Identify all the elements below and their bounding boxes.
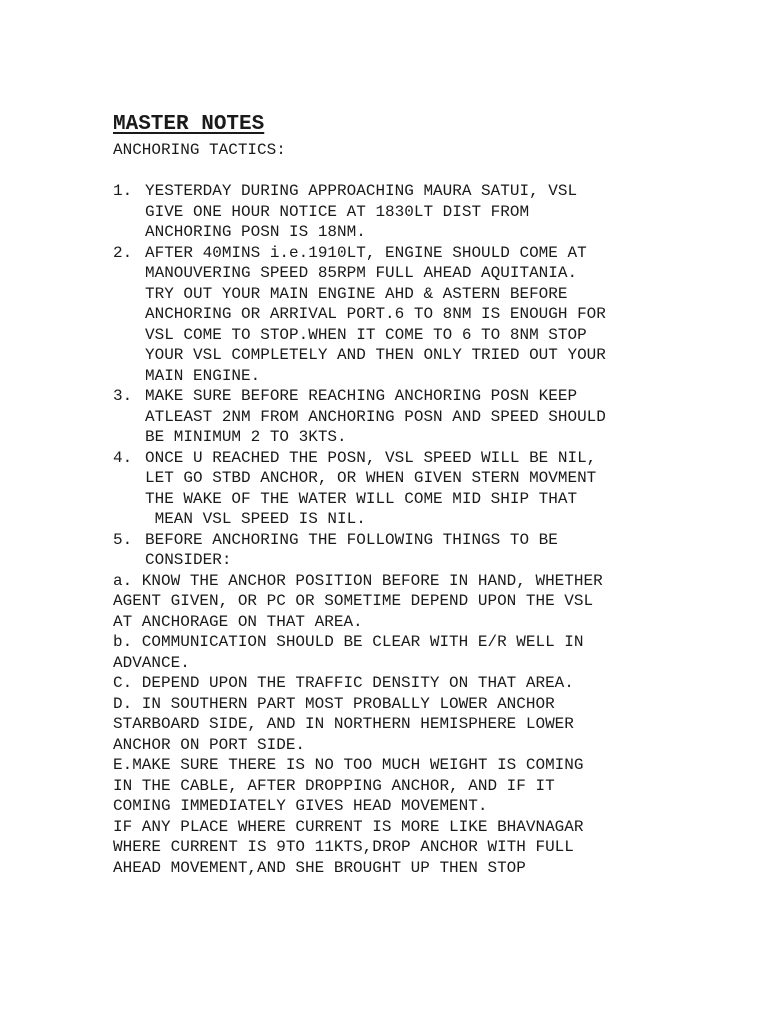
body-line: AGENT GIVEN, OR PC OR SOMETIME DEPEND UPON THE VSL (113, 592, 594, 610)
list-item-line: MEAN VSL SPEED IS NIL. (145, 510, 366, 528)
list-item (113, 181, 673, 243)
list-item-line: LET GO STBD ANCHOR, OR WHEN GIVEN STERN MOVMENT (145, 469, 597, 487)
body-line: D. IN SOUTHERN PART MOST PROBALLY LOWER ANCHOR (113, 694, 555, 713)
body-line: STARBOARD SIDE, AND IN NORTHERN HEMISPHERE LOWER (113, 715, 574, 733)
body-line: b. COMMUNICATION SHOULD BE CLEAR WITH E/R WELL IN (113, 633, 584, 651)
list-item-line: YESTERDAY DURING APPROACHING MAURA SATUI, VSL (145, 182, 578, 200)
list-item-line: BE MINIMUM 2 TO 3KTS. (145, 428, 347, 446)
numbered-list (113, 181, 673, 571)
body-line: AHEAD MOVEMENT,AND SHE BROUGHT UP THEN STOP (113, 858, 526, 877)
document-title: MASTER NOTES (113, 113, 265, 136)
body-line: ADVANCE. (113, 653, 190, 672)
list-item-line: TRY OUT YOUR MAIN ENGINE AHD & ASTERN BEFORE (145, 284, 568, 303)
body-line: C. DEPEND UPON THE TRAFFIC DENSITY ON THAT AREA. (113, 674, 574, 692)
blank-line (113, 161, 673, 182)
list-item-line: YOUR VSL COMPLETELY AND THEN ONLY TRIED OUT YOUR (145, 346, 606, 364)
list-item-line: ANCHORING OR ARRIVAL PORT.6 TO 8NM IS ENOUGH FOR (145, 305, 606, 323)
list-item-number: 1. (113, 182, 133, 200)
list-item-number: 4. (113, 448, 133, 467)
list-item (113, 386, 673, 448)
list-item-line: ATLEAST 2NM FROM ANCHORING POSN AND SPEED SHOULD (145, 407, 606, 426)
body-text (113, 571, 673, 879)
document-page (113, 110, 673, 878)
body-line: E.MAKE SURE THERE IS NO TOO MUCH WEIGHT IS COMING (113, 756, 584, 774)
body-line: IN THE CABLE, AFTER DROPPING ANCHOR, AND IF IT (113, 776, 555, 795)
list-item (113, 448, 673, 530)
list-item (113, 530, 673, 571)
body-line: WHERE CURRENT IS 9TO 11KTS,DROP ANCHOR WITH FULL (113, 838, 574, 856)
list-item-line: MANOUVERING SPEED 85RPM FULL AHEAD AQUITANIA. (145, 264, 578, 282)
list-item-line: MAIN ENGINE. (145, 366, 261, 385)
list-item-number: 5. (113, 530, 133, 549)
body-line: COMING IMMEDIATELY GIVES HEAD MOVEMENT. (113, 797, 488, 815)
list-item-line: VSL COME TO STOP.WHEN IT COME TO 6 TO 8NM STOP (145, 325, 587, 344)
list-item-number: 2. (113, 243, 133, 262)
list-item-line: ONCE U REACHED THE POSN, VSL SPEED WILL BE NIL, (145, 448, 597, 467)
list-item-line: THE WAKE OF THE WATER WILL COME MID SHIP THAT (145, 489, 578, 508)
list-item (113, 243, 673, 387)
section-heading: ANCHORING TACTICS: (113, 141, 286, 159)
list-item-line: GIVE ONE HOUR NOTICE AT 1830LT DIST FROM (145, 202, 530, 221)
list-item-line: CONSIDER: (145, 551, 232, 569)
body-line: IF ANY PLACE WHERE CURRENT IS MORE LIKE BHAVNAGAR (113, 817, 584, 836)
body-line: AT ANCHORAGE ON THAT AREA. (113, 612, 363, 631)
body-line: ANCHOR ON PORT SIDE. (113, 735, 306, 754)
body-line: a. KNOW THE ANCHOR POSITION BEFORE IN HAND, WHETHER (113, 571, 603, 590)
list-item-line: ANCHORING POSN IS 18NM. (145, 223, 366, 241)
list-item-line: MAKE SURE BEFORE REACHING ANCHORING POSN KEEP (145, 387, 578, 405)
list-item-number: 3. (113, 387, 133, 405)
list-item-line: AFTER 40MINS i.e.1910LT, ENGINE SHOULD COME AT (145, 243, 587, 262)
list-item-line: BEFORE ANCHORING THE FOLLOWING THINGS TO BE (145, 530, 558, 549)
